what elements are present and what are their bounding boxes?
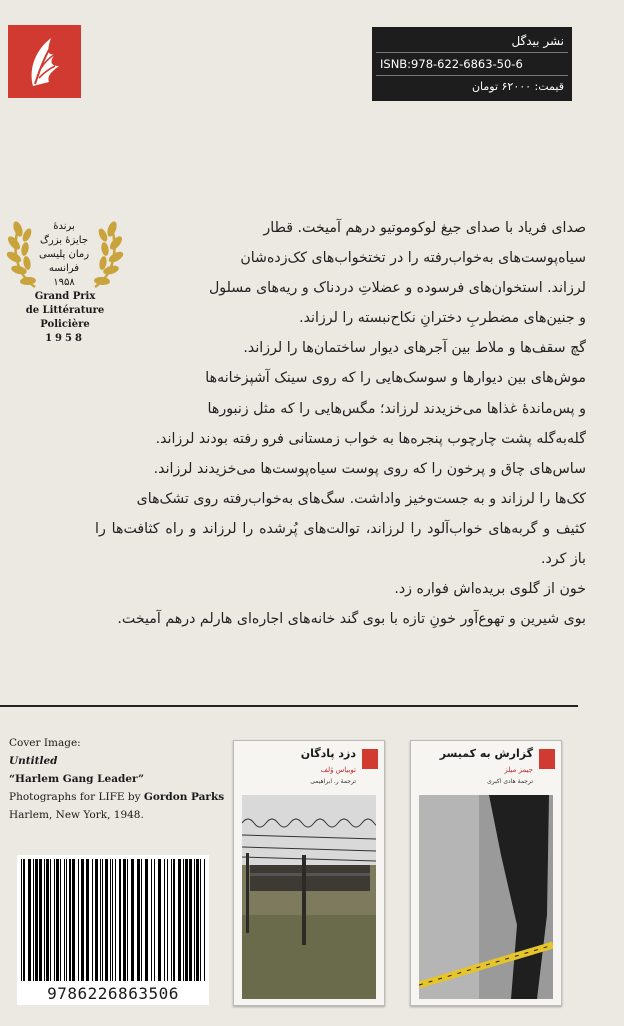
barcode-bar: [167, 859, 168, 981]
barcode-bar: [145, 859, 148, 981]
barcode-bar: [178, 859, 181, 981]
barcode-bar: [204, 859, 205, 981]
publisher-name: نشر بیدگل: [376, 30, 568, 53]
barcode-bar: [196, 859, 199, 981]
mini-publisher-logo: [362, 749, 378, 769]
book-cover-photo: [242, 795, 376, 999]
divider: [0, 705, 578, 707]
barcode-bar: [44, 859, 45, 981]
credits-place: Harlem, New York, 1948.: [9, 809, 144, 821]
book-title: گزارش به کمیسر: [439, 747, 533, 760]
barracks-image: [242, 795, 376, 999]
barcode-bar: [39, 859, 42, 981]
barcode-bar: [100, 859, 101, 981]
award-line: برندهٔ: [53, 221, 75, 232]
award-line: جایزهٔ بزرگ: [39, 235, 89, 246]
barcode-bar: [105, 859, 108, 981]
isbn: ISNB:978-622-6863-50-6: [376, 53, 568, 76]
barcode-bar: [92, 859, 93, 981]
barcode-bar: [46, 859, 49, 981]
credits-photographer: Gordon Parks: [143, 791, 225, 803]
barcode-bar: [123, 859, 126, 981]
book-author: توبیاس وُلف: [320, 766, 356, 774]
barcode-bar: [137, 859, 140, 981]
barcode-bar: [127, 859, 128, 981]
barcode-bar: [173, 859, 175, 981]
award-line: رمان پلیسی: [38, 249, 90, 260]
barcode-bar: [69, 859, 71, 981]
barcode: [17, 855, 209, 1005]
barcode-digits: 9786226863506: [47, 984, 179, 1003]
award-en-line1: Grand Prix: [34, 291, 96, 302]
book-title: دزد پادگان: [300, 747, 356, 760]
barcode-bar: [112, 859, 113, 981]
mini-publisher-logo: [539, 749, 555, 769]
book-translator: ترجمهٔ ر. ابراهیمی: [310, 778, 356, 785]
credits-photos-prefix: Photographs for LIFE by: [9, 791, 144, 803]
blurb-line: ساس‌های چاق و پرخون را که روی پوست سیاه‌پوست‌ها می‌خزیدند لرزاند.: [153, 460, 586, 477]
barcode-bar: [102, 859, 103, 981]
credits-photos-line: [9, 788, 225, 806]
book-translator: ترجمهٔ هادی اکبری: [487, 778, 533, 785]
barcode-bar: [189, 859, 192, 981]
price: قیمت: ۶۲۰۰۰ تومان: [471, 80, 564, 93]
blurb-line: لرزاند. استخوان‌های فرسوده و عضلاتِ دردناک و ریه‌های مسلول: [208, 280, 586, 297]
barcode-bar: [72, 859, 75, 981]
barcode-bar: [171, 859, 172, 981]
barcode-bar: [131, 859, 134, 981]
barcode-bar: [28, 859, 31, 981]
barcode-bar: [54, 859, 55, 981]
blurb-line: بوی شیرین و تهوع‌آور خونِ تازه با بوی گند خانه‌های اجاره‌ای هارلم درهم آمیخت.: [117, 611, 586, 628]
barcode-bar: [78, 859, 79, 981]
blurb-line: موش‌های بین دیوارها و سوسک‌هایی را که روی سینک آشپزخانه‌ها: [205, 370, 586, 387]
barcode-bar: [151, 859, 152, 981]
leaf-logo-icon: [25, 34, 65, 90]
barcode-bar: [66, 859, 67, 981]
book-thumbnail: [410, 740, 562, 1006]
blurb-text: [95, 213, 586, 634]
barcode-bar: [183, 859, 184, 981]
cover-credits: [9, 734, 225, 824]
barcode-bar: [64, 859, 65, 981]
blurb-line: گله‌به‌گله پشت چارچوب پنجره‌ها به خواب زمستانی فرو رفته بودند لرزاند.: [155, 430, 586, 447]
barcode-bar: [110, 859, 111, 981]
blurb-line: صدای فریاد با صدای جیغ لوکوموتیو درهم آمیخت. قطار: [263, 220, 586, 236]
barcode-bar: [119, 859, 121, 981]
blurb-line: و پس‌ماندهٔ غذاها می‌خزیدند لرزاند؛ مگس‌هایی را که مثل زنبورها: [207, 400, 586, 417]
blurb-line: و جنین‌های مضطربِ دخترانِ نکاح‌نبسته را لرزاند.: [299, 310, 586, 327]
barcode-bar: [194, 859, 195, 981]
publisher-info-box: [372, 27, 572, 101]
credits-subtitle: “Harlem Gang Leader”: [9, 773, 144, 785]
barcode-bar: [81, 859, 84, 981]
barcode-bar: [23, 859, 25, 981]
barcode-bar: [95, 859, 98, 981]
barcode-bar: [200, 859, 201, 981]
barcode-bar: [158, 859, 161, 981]
crime-scene-image: [419, 795, 553, 999]
award-persian-text: [38, 220, 90, 290]
credits-label: Cover Image:: [9, 737, 81, 749]
publisher-logo: [8, 25, 81, 98]
barcode-bar: [21, 859, 22, 981]
book-cover-photo: [419, 795, 553, 999]
barcode-bar: [33, 859, 34, 981]
barcode-bar: [185, 859, 188, 981]
book-thumbnail: [233, 740, 385, 1006]
award-line: فرانسه ۱۹۵۸: [48, 263, 80, 288]
blurb-line: کک‌ها را لرزاند و به جست‌وخیز واداشت. سگ‌های به‌خواب‌رفته روی تشک‌های: [136, 490, 586, 507]
blurb-line: گچ سقف‌ها و ملاط بین آجرهای دیوار ساختمان‌ها را لرزاند.: [243, 340, 586, 357]
barcode-bar: [115, 859, 116, 981]
award-en-line2: de Littérature Policière: [25, 305, 105, 330]
barcode-bar: [56, 859, 59, 981]
award-year: 1958: [45, 333, 85, 344]
blurb-line: کثیف و گربه‌های خواب‌آلود را لرزاند، توالت‌های پُرشده را لرزاند و راه کثافت‌ها را باز کرد.: [95, 520, 586, 568]
credits-title: Untitled: [9, 755, 58, 767]
barcode-bar: [35, 859, 38, 981]
book-author: جیمز میلز: [504, 766, 533, 774]
barcode-bar: [60, 859, 61, 981]
barcode-bar: [86, 859, 89, 981]
blurb-line: خون از گلوی بریده‌اش فواره زد.: [394, 581, 586, 598]
barcode-bar: [141, 859, 142, 981]
barcode-bar: [50, 859, 51, 981]
barcode-bar: [164, 859, 165, 981]
blurb-line: سیاه‌پوست‌های به‌خواب‌رفته را در تختخواب‌های کک‌زده‌شان: [240, 250, 586, 267]
barcode-bars: [17, 855, 209, 983]
barcode-bar: [154, 859, 155, 981]
